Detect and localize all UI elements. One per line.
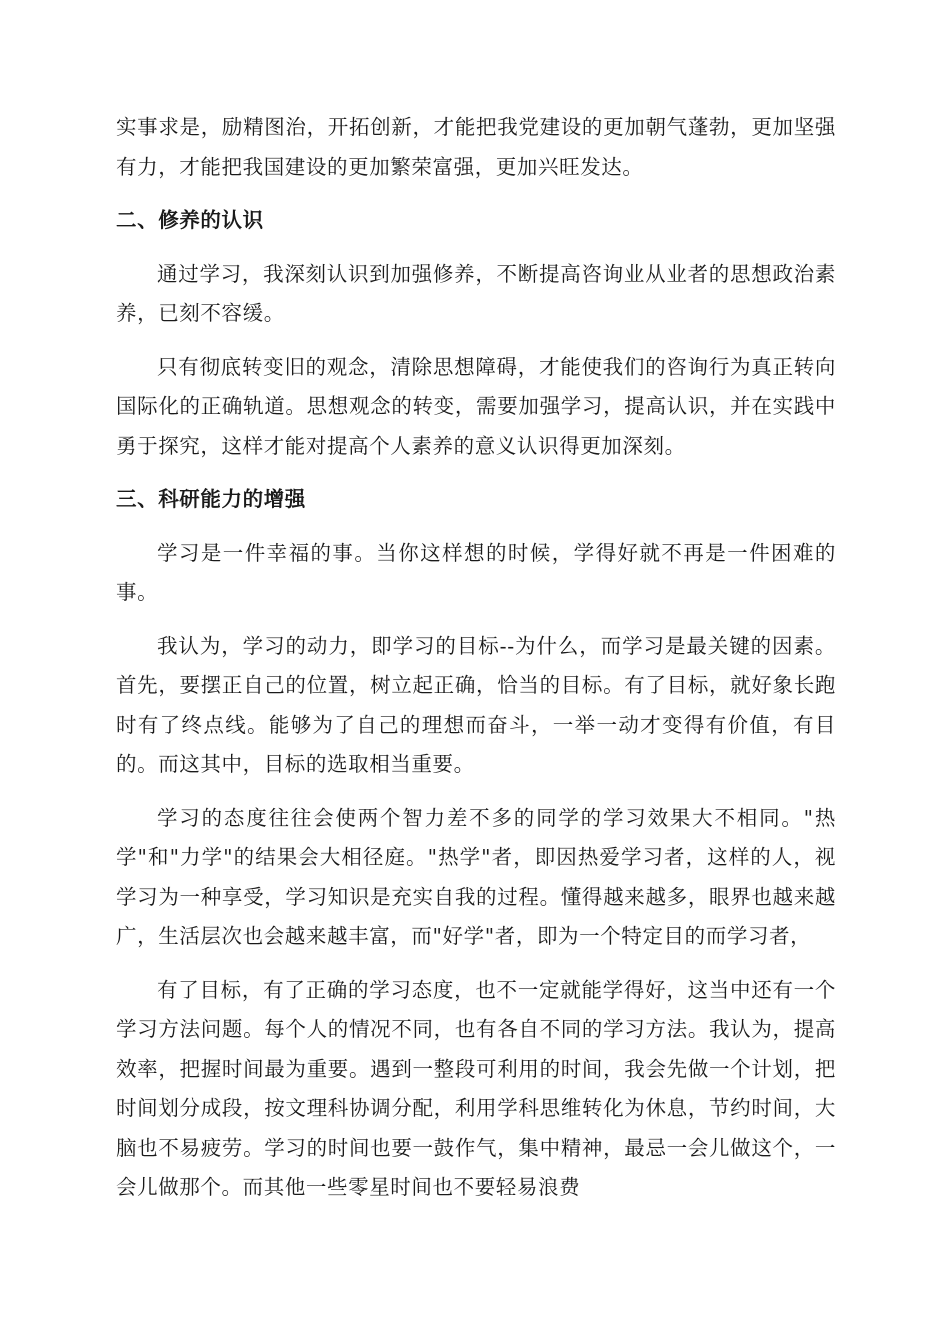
paragraph: 通过学习，我深刻认识到加强修养，不断提高咨询业从业者的思想政治素养，已刻不容缓。 (116, 261, 836, 325)
paragraph: 学习的态度往往会使两个智力差不多的同学的学习效果大不相同。"热学"和"力学"的结果会大相径庭。"热学"者，即因热爱学习者，这样的人，视学习为一种享受，学习知识是充实自我的过程。懂得越来越多，眼界也越来越广，生活层次也会越来越丰富，而"好学"者，即为一个特定目的而学习者， (116, 805, 836, 948)
section-heading-3: 三、科研能力的增强 (116, 487, 306, 511)
paragraph: 我认为，学习的动力，即学习的目标--为什么，而学习是最关键的因素。首先，要摆正自己的位置，树立起正确，恰当的目标。有了目标，就好象长跑时有了终点线。能够为了自己的理想而奋斗，一举一动才变得有价值，有目的。而这其中，目标的选取相当重要。 (116, 633, 836, 776)
paragraph-continuation: 实事求是，励精图治，开拓创新，才能把我党建设的更加朝气蓬勃，更加坚强有力，才能把我国建设的更加繁荣富强，更加兴旺发达。 (116, 115, 836, 179)
document-page (116, 108, 836, 1208)
section-heading-2: 二、修养的认识 (116, 208, 264, 232)
paragraph: 有了目标，有了正确的学习态度，也不一定就能学得好，这当中还有一个学习方法问题。每个人的情况不同，也有各自不同的学习方法。我认为，提高效率，把握时间最为重要。遇到一整段可利用的时间，我会先做一个计划，把时间划分成段，按文理科协调分配，利用学科思维转化为休息，节约时间，大脑也不易疲劳。学习的时间也要一鼓作气，集中精神，最忌一会儿做这个，一会儿做那个。而其他一些零星时间也不要轻易浪费 (116, 977, 836, 1199)
paragraph: 学习是一件幸福的事。当你这样想的时候，学得好就不再是一件困难的事。 (116, 540, 836, 604)
paragraph: 只有彻底转变旧的观念，清除思想障碍，才能使我们的咨询行为真正转向国际化的正确轨道。思想观念的转变，需要加强学习，提高认识，并在实践中勇于探究，这样才能对提高个人素养的意义认识得更加深刻。 (116, 354, 836, 458)
